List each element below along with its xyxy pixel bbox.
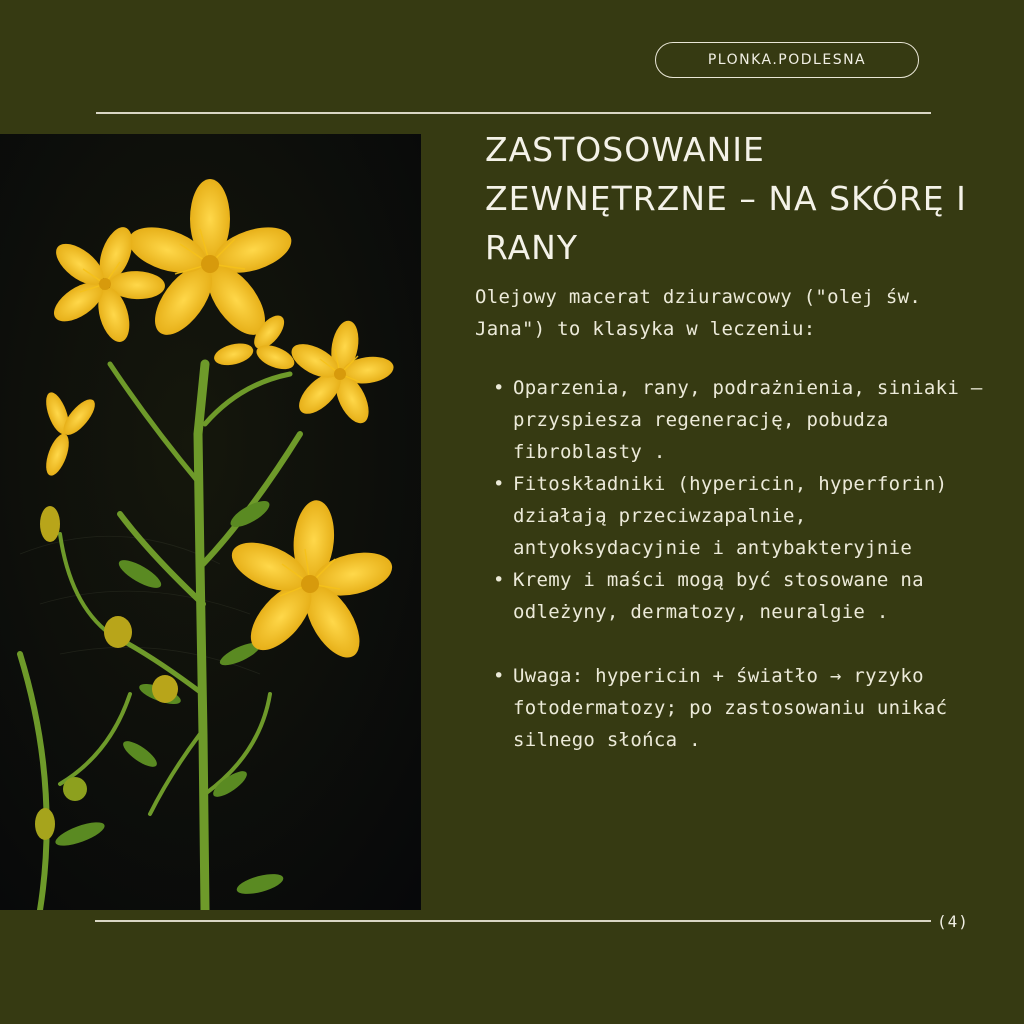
list-item: • Oparzenia, rany, podrażnienia, siniaki – przyspiesza regenerację, pobudza fibroblasty . bbox=[493, 372, 993, 468]
st-johns-wort-illustration bbox=[0, 134, 421, 910]
page-number: (4) bbox=[937, 911, 969, 931]
list-item: • Fitoskładniki (hypericin, hyperforin) działają przeciwzapalnie, antyoksydacyjnie i antybakteryjnie bbox=[493, 468, 993, 564]
top-divider bbox=[96, 112, 931, 114]
bullet-list bbox=[493, 372, 993, 756]
intro-text: Olejowy macerat dziurawcowy ("olej św. Jana") to klasyka w leczeniu: bbox=[475, 286, 922, 340]
list-item: • Uwaga: hypericin + światło → ryzyko fotodermatozy; po zastosowaniu unikać silnego słońca . bbox=[493, 660, 993, 756]
handle-badge bbox=[655, 42, 919, 78]
list-item: • Kremy i maści mogą być stosowane na odleżyny, dermatozy, neuralgie . bbox=[493, 564, 993, 628]
bottom-divider bbox=[95, 920, 931, 922]
page-title: ZASTOSOWANIE ZEWNĘTRZNE – NA SKÓRĘ I RANY bbox=[485, 130, 967, 267]
flower-photo bbox=[0, 134, 421, 910]
handle-text: PLONKA.PODLESNA bbox=[707, 52, 867, 68]
